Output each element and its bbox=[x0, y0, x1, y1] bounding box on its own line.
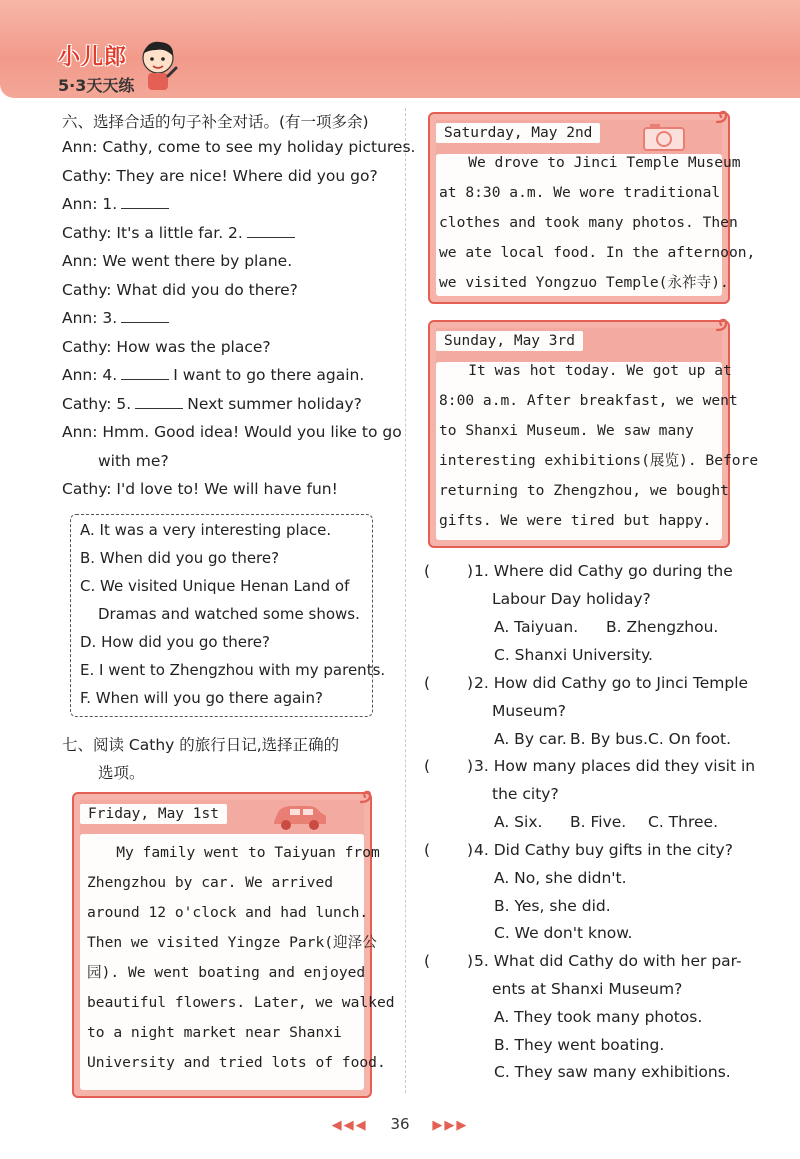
diary-line: Then we visited Yingze Park(迎泽公 bbox=[87, 934, 377, 951]
diary-line: beautiful flowers. Later, we walked bbox=[87, 994, 395, 1011]
dialogue-line bbox=[62, 138, 415, 156]
answer-blank[interactable] bbox=[121, 366, 169, 380]
diary-line: around 12 o'clock and had lunch. bbox=[87, 904, 369, 921]
dialogue-line bbox=[62, 281, 298, 299]
dialogue-text: Cathy: 5. bbox=[62, 394, 132, 413]
diary-date: Saturday, May 2nd bbox=[436, 123, 600, 143]
diary-line: returning to Zhengzhou, we bought bbox=[439, 482, 729, 499]
question-option: B. They went boating. bbox=[494, 1035, 665, 1054]
answer-paren-open[interactable]: ( bbox=[424, 674, 431, 692]
diary-line: 园). We went boating and enjoyed bbox=[87, 964, 366, 981]
answer-paren-open[interactable]: ( bbox=[424, 562, 431, 580]
answer-paren-open[interactable]: ( bbox=[424, 841, 431, 859]
question-option: A. They took many photos. bbox=[494, 1008, 703, 1026]
question-option: C. They saw many exhibitions. bbox=[494, 1063, 731, 1081]
left-arrows-icon: ◀◀◀ bbox=[331, 1118, 368, 1133]
dialogue-text: Cathy: They are nice! Where did you go? bbox=[62, 166, 378, 185]
diary-line: to a night market near Shanxi bbox=[87, 1024, 342, 1041]
question-option: C. Shanxi University. bbox=[494, 646, 653, 664]
dialogue-text: Cathy: What did you do there? bbox=[62, 280, 298, 299]
diary-line: University and tried lots of food. bbox=[87, 1054, 386, 1071]
answer-paren-close: ) bbox=[467, 562, 474, 580]
dialogue-line bbox=[62, 195, 173, 213]
swirl-icon bbox=[714, 316, 732, 334]
dialogue-text: Cathy: I'd love to! We will have fun! bbox=[62, 480, 338, 498]
answer-paren-open[interactable]: ( bbox=[424, 952, 431, 970]
car-icon bbox=[270, 798, 330, 832]
diary-body bbox=[87, 838, 395, 1078]
option-e: E. I went to Zhengzhou with my parents. bbox=[80, 661, 386, 679]
dialogue-text: Cathy: It's a little far. 2. bbox=[62, 223, 243, 242]
diary-line: at 8:30 a.m. We wore traditional bbox=[439, 184, 721, 201]
question-option: A. Taiyuan. bbox=[494, 618, 579, 636]
diary-line: clothes and took many photos. Then bbox=[439, 214, 738, 231]
question-option: C. We don't know. bbox=[494, 924, 633, 942]
diary-line: we ate local food. In the afternoon, bbox=[439, 244, 756, 261]
diary-card-friday bbox=[72, 792, 395, 1098]
dialogue-line bbox=[62, 252, 292, 270]
question-option: B. Five. bbox=[570, 813, 627, 831]
page-footer bbox=[0, 1115, 800, 1133]
question-stem: 3. How many places did they visit in bbox=[474, 757, 756, 775]
diary-line: we visited Yongzuo Temple(永祚寺). bbox=[439, 274, 729, 291]
dialogue-text: Cathy: How was the place? bbox=[62, 337, 271, 356]
mascot-boy-icon bbox=[136, 38, 180, 92]
dialogue-text-after-blank: I want to go there again. bbox=[173, 366, 365, 384]
dialogue-text: Ann: 1. bbox=[62, 195, 118, 213]
question-stem: 1. Where did Cathy go during the bbox=[474, 562, 733, 580]
dialogue-line bbox=[62, 366, 364, 384]
question-stem: 2. How did Cathy go to Jinci Temple bbox=[474, 674, 749, 692]
question-stem-cont: the city? bbox=[492, 785, 559, 803]
dialogue-line bbox=[98, 452, 169, 470]
dialogue-line bbox=[62, 423, 402, 441]
question-option: B. Zhengzhou. bbox=[606, 618, 719, 636]
question-option: B. Yes, she did. bbox=[494, 896, 611, 915]
diary-card-sunday bbox=[428, 320, 759, 548]
dialogue-text-after-blank: Next summer holiday? bbox=[187, 394, 362, 413]
option-f: F. When will you go there again? bbox=[80, 689, 323, 707]
question-stem-cont: ents at Shanxi Museum? bbox=[492, 980, 683, 998]
question-option: A. By car. bbox=[494, 730, 567, 748]
question-stem-cont: Museum? bbox=[492, 702, 566, 720]
dialogue-line bbox=[62, 395, 362, 413]
answer-paren-close: ) bbox=[467, 674, 474, 692]
question-option: C. Three. bbox=[648, 813, 718, 831]
diary-line: We drove to Jinci Temple Museum bbox=[468, 154, 741, 171]
logo-title: 小儿郎 bbox=[58, 45, 128, 70]
question-stem-cont: Labour Day holiday? bbox=[492, 590, 651, 608]
option-c: C. We visited Unique Henan Land of bbox=[80, 577, 350, 595]
page-number: 36 bbox=[390, 1115, 410, 1133]
swirl-icon bbox=[714, 108, 732, 126]
diary-body bbox=[439, 148, 756, 298]
dialogue-text: Ann: Cathy, come to see my holiday pictures. bbox=[62, 138, 416, 156]
diary-body bbox=[439, 356, 759, 536]
option-c-continued: Dramas and watched some shows. bbox=[98, 605, 360, 623]
answer-blank[interactable] bbox=[135, 395, 183, 409]
diary-line: Zhengzhou by car. We arrived bbox=[87, 874, 334, 891]
dialogue-text: Ann: Hmm. Good idea! Would you like to go bbox=[62, 423, 402, 441]
diary-line: to Shanxi Museum. We saw many bbox=[439, 422, 694, 439]
dialogue-text: with me? bbox=[98, 451, 169, 470]
diary-line: gifts. We were tired but happy. bbox=[439, 512, 712, 529]
answer-paren-close: ) bbox=[467, 757, 474, 775]
option-a: A. It was a very interesting place. bbox=[80, 521, 332, 539]
question-option: A. No, she didn't. bbox=[494, 869, 627, 887]
dialogue-line bbox=[62, 167, 378, 185]
question-stem: 5. What did Cathy do with her par- bbox=[474, 952, 742, 970]
diary-date: Sunday, May 3rd bbox=[436, 331, 583, 351]
option-b: B. When did you go there? bbox=[80, 549, 280, 567]
options-box bbox=[70, 514, 386, 717]
answer-paren-close: ) bbox=[467, 952, 474, 970]
question-option: C. On foot. bbox=[648, 730, 732, 748]
dialogue-line bbox=[62, 224, 299, 242]
diary-date: Friday, May 1st bbox=[80, 804, 227, 824]
question-stem: 4. Did Cathy buy gifts in the city? bbox=[474, 841, 733, 859]
answer-blank[interactable] bbox=[247, 224, 295, 238]
diary-card-saturday bbox=[428, 112, 756, 304]
section-7-title-cont: 选项。 bbox=[98, 764, 145, 782]
dialogue-line bbox=[62, 309, 173, 327]
question-option: B. By bus. bbox=[570, 730, 648, 748]
option-d: D. How did you go there? bbox=[80, 633, 270, 651]
section-7-title: 七、阅读 Cathy 的旅行日记,选择正确的 bbox=[62, 736, 340, 754]
dialogue-text: Ann: 3. bbox=[62, 309, 118, 327]
logo-subtitle: 5·3天天练 bbox=[58, 76, 135, 95]
dialogue-text: Ann: 4. bbox=[62, 366, 118, 384]
dialogue-line bbox=[62, 338, 271, 356]
answer-blank[interactable] bbox=[121, 195, 169, 209]
dialogue-line bbox=[62, 480, 338, 498]
swirl-icon bbox=[358, 788, 376, 806]
diary-line: It was hot today. We got up at bbox=[468, 362, 732, 379]
section-6-title: 六、选择合适的句子补全对话。(有一项多余) bbox=[62, 113, 369, 131]
right-arrows-icon: ▶▶▶ bbox=[432, 1118, 469, 1133]
answer-blank[interactable] bbox=[121, 309, 169, 323]
brand-logo bbox=[58, 40, 134, 96]
diary-line: interesting exhibitions(展览). Before bbox=[439, 452, 759, 469]
diary-line: My family went to Taiyuan from bbox=[116, 844, 380, 861]
answer-paren-close: ) bbox=[467, 841, 474, 859]
question-option: A. Six. bbox=[494, 813, 543, 831]
dialogue-text: Ann: We went there by plane. bbox=[62, 252, 293, 270]
column-divider bbox=[405, 108, 406, 1093]
diary-line: 8:00 a.m. After breakfast, we went bbox=[439, 392, 738, 409]
answer-paren-open[interactable]: ( bbox=[424, 757, 431, 775]
